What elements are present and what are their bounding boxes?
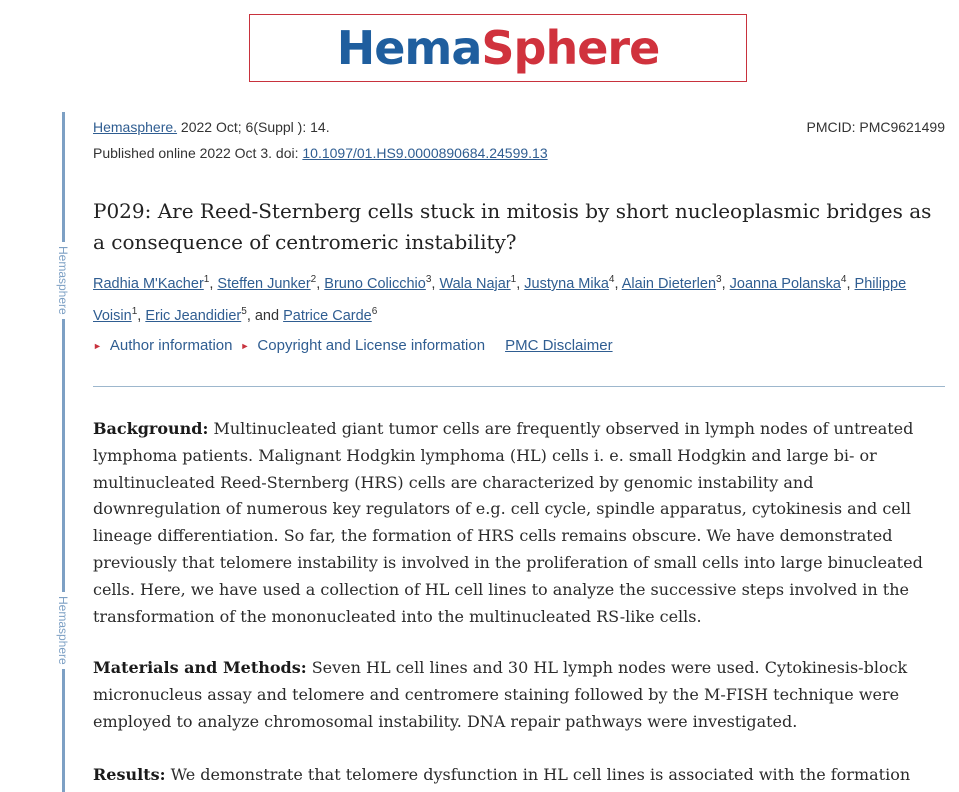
author-link[interactable]: Philippe Voisin: [93, 275, 907, 324]
author-link[interactable]: Wala Najar: [439, 275, 511, 292]
author-link[interactable]: Justyna Mika: [524, 275, 609, 292]
background-text: Multinucleated giant tumor cells are frequently observed in lymph nodes of untreated lymphoma patients. Malignant Hodgkin lymphoma (HL) cells i. e. small Hodgkin and large bi- or multinucleated Reed-Sternberg (HRS) cells are characterized by genomic instability and downregulation of numerous key regulators of e.g. cell cycle, spindle apparatus, cytokinesis and cell lineage differentiation. So far, the formation of HRS cells remains obscure. We have demonstrated previously that telomere instability is involved in the proliferation of small cells into large binucleated cells. Here, we have used a collection of HL cell lines to analyze the successive steps involved in the transformation of the mononucleated into the multinucleated RS-like cells.: [93, 419, 923, 626]
journal-logo[interactable]: [249, 14, 747, 82]
background-label: Background:: [93, 419, 209, 438]
logo-text-part1: Hema: [336, 21, 482, 75]
author-link[interactable]: Radhia M'Kacher: [93, 275, 204, 292]
methods-section: [93, 655, 945, 735]
pmc-disclaimer-link[interactable]: PMC Disclaimer: [505, 337, 613, 354]
rail-line: [62, 112, 65, 792]
triangle-right-icon: ►: [93, 340, 102, 351]
author-link[interactable]: Patrice Carde: [283, 307, 372, 324]
author-link[interactable]: Eric Jeandidier: [145, 307, 242, 324]
rail-label-2: Hemasphere: [56, 592, 70, 669]
author-separator: ,: [431, 275, 440, 292]
results-label: Results:: [93, 765, 166, 784]
author-link[interactable]: Steffen Junker: [217, 275, 311, 292]
section-divider: [93, 386, 945, 387]
author-separator: ,: [721, 275, 730, 292]
side-rail: [56, 112, 70, 792]
affiliation-number: 1: [510, 274, 517, 285]
author-separator: ,: [846, 275, 855, 292]
logo-text-part2: Sphere: [481, 21, 660, 75]
doi-link[interactable]: 10.1097/01.HS9.0000890684.24599.13: [302, 145, 548, 161]
published-line: [93, 145, 548, 161]
methods-text: Seven HL cell lines and 30 HL lymph nodes were used. Cytokinesis-block micronucleus assay and telomere and centromere staining followed by the M-FISH technique were employed to analyze chromosomal instability. DNA repair pathways were investigated.: [93, 658, 908, 731]
results-text: We demonstrate that telomere dysfunction in HL cell lines is associated with the formation: [165, 765, 911, 784]
author-separator: ,: [316, 275, 325, 292]
affiliation-number: 6: [371, 305, 378, 317]
author-information-label: Author information: [109, 337, 233, 354]
affiliation-number: 3: [425, 274, 432, 285]
affiliation-number: 3: [716, 274, 722, 285]
methods-label: Materials and Methods:: [93, 658, 307, 677]
author-separator: , and: [246, 307, 284, 324]
article-title: P029: Are Reed-Sternberg cells stuck in mitosis by short nucleoplasmic bridges as a consequence of centromeric instability?: [93, 199, 932, 254]
published-prefix: Published online 2022 Oct 3. doi:: [93, 145, 303, 161]
affiliation-number: 1: [131, 305, 138, 317]
affiliation-number: 4: [840, 274, 847, 285]
author-link[interactable]: Joanna Polanska: [729, 275, 841, 292]
rail-label-1: Hemasphere: [56, 242, 70, 319]
citation-details: 2022 Oct; 6(Suppl ): 14.: [177, 119, 330, 135]
author-separator: ,: [137, 307, 146, 324]
author-list: [93, 266, 945, 330]
author-separator: ,: [209, 275, 218, 292]
author-separator: ,: [614, 275, 622, 292]
affiliation-number: 5: [241, 305, 247, 317]
background-section: [93, 416, 945, 630]
author-separator: ,: [516, 275, 525, 292]
author-information-toggle[interactable]: [93, 337, 233, 354]
affiliation-number: 1: [203, 274, 210, 285]
affiliation-number: 4: [608, 274, 615, 285]
triangle-right-icon: ►: [240, 340, 250, 351]
copyright-information-toggle[interactable]: [241, 337, 486, 354]
copyright-information-label: Copyright and License information: [257, 337, 486, 354]
info-links: [93, 337, 621, 354]
journal-link[interactable]: Hemasphere.: [93, 119, 178, 135]
author-link[interactable]: Bruno Colicchio: [324, 275, 426, 292]
affiliation-number: 2: [310, 274, 317, 285]
author-link[interactable]: Alain Dieterlen: [621, 275, 717, 292]
pmcid: PMCID: PMC9621499: [806, 119, 945, 135]
citation-line: [93, 119, 330, 135]
results-section: [93, 762, 945, 789]
